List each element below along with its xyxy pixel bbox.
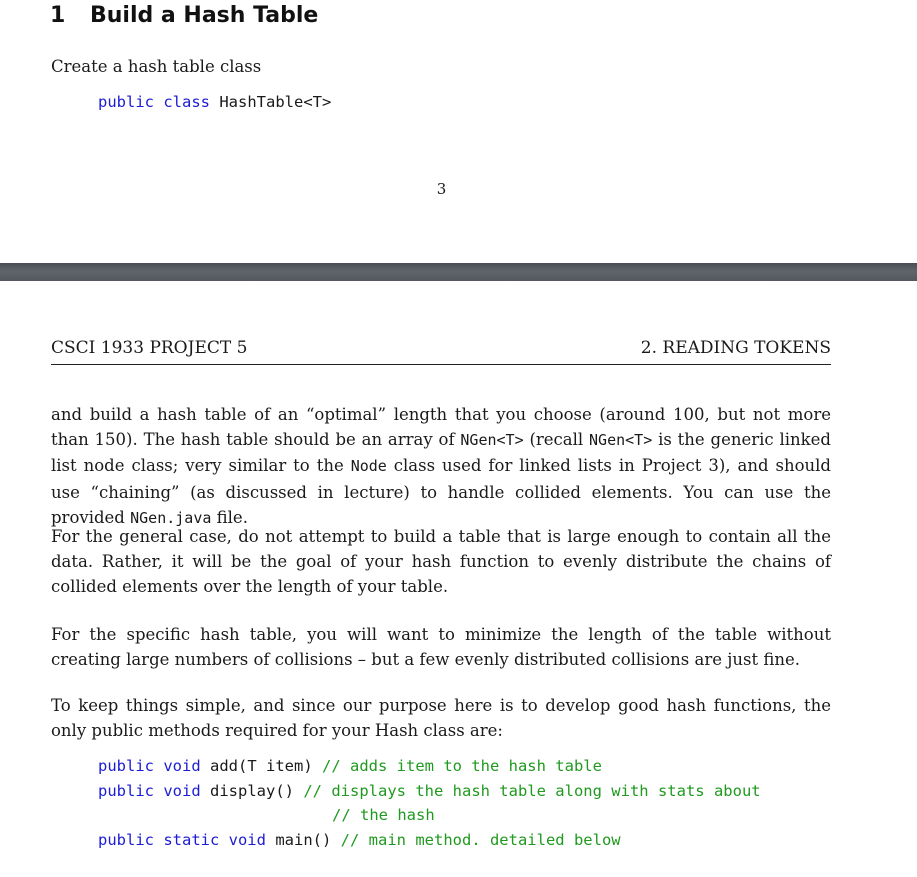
method-signature: main() [275,830,332,849]
header-section: 2. READING TOKENS [640,338,831,358]
header-course: CSCI 1933 PROJECT 5 [51,338,248,358]
paragraph-text: class used for linked lists in Project 3), and should use “chaining” (as discussed in lecture) to handle collided elements. You can use the provided [51,456,831,527]
page-number: 3 [436,180,447,198]
code-keyword: public class [98,93,210,111]
page-break-bar [0,263,917,281]
paragraph-specific-case: For the specific hash table, you will want to minimize the length of the table without creating large numbers of collisions – but a few evenly distributed collisions are just fine. [51,625,831,670]
paragraph-hash-table-design [51,402,831,531]
method-line [98,754,761,779]
method-line [98,779,761,804]
inline-code: NGen<T> [589,431,653,450]
method-signature: display() [210,781,294,800]
paragraph-text: is the generic linked list node class; very similar to the [51,430,831,476]
method-signatures [98,754,761,852]
code-keyword: public static void [98,830,266,849]
method-line [98,803,761,828]
intro-text: Create a hash table class [51,57,262,76]
section-heading [50,3,318,28]
section-number: 1 [50,3,66,28]
code-comment: // adds item to the hash table [322,757,602,775]
class-name: HashTable<T> [219,93,332,111]
code-comment: // displays the hash table along with stats about [303,781,761,800]
method-line [98,828,761,853]
code-keyword: public void [98,781,201,800]
code-comment: // the hash [332,806,435,824]
running-header [51,338,831,365]
paragraph-text: (recall [523,430,590,450]
paragraph-text: and build a hash table of an “optimal” length that you choose (around 100, but not more than 150). The hash table should be an array of [51,405,831,450]
code-comment: // main method. detailed below [340,830,621,849]
inline-code: NGen.java [130,508,212,527]
paragraph-general-case: For the general case, do not attempt to build a table that is large enough to contain all the data. Rather, it will be the goal of your hash function to evenly distribute the chains of collided elements over the length of your table. [51,527,831,597]
section-title: Build a Hash Table [90,3,319,28]
inline-code: Node [350,457,387,476]
inline-code: NGen<T> [460,431,524,450]
class-declaration [98,90,331,115]
paragraph-text: file. [211,507,248,527]
method-signature: add(T item) [210,757,313,775]
code-keyword: public void [98,757,201,775]
paragraph-public-methods: To keep things simple, and since our purpose here is to develop good hash functions, the only public methods required for your Hash class are: [51,696,831,741]
